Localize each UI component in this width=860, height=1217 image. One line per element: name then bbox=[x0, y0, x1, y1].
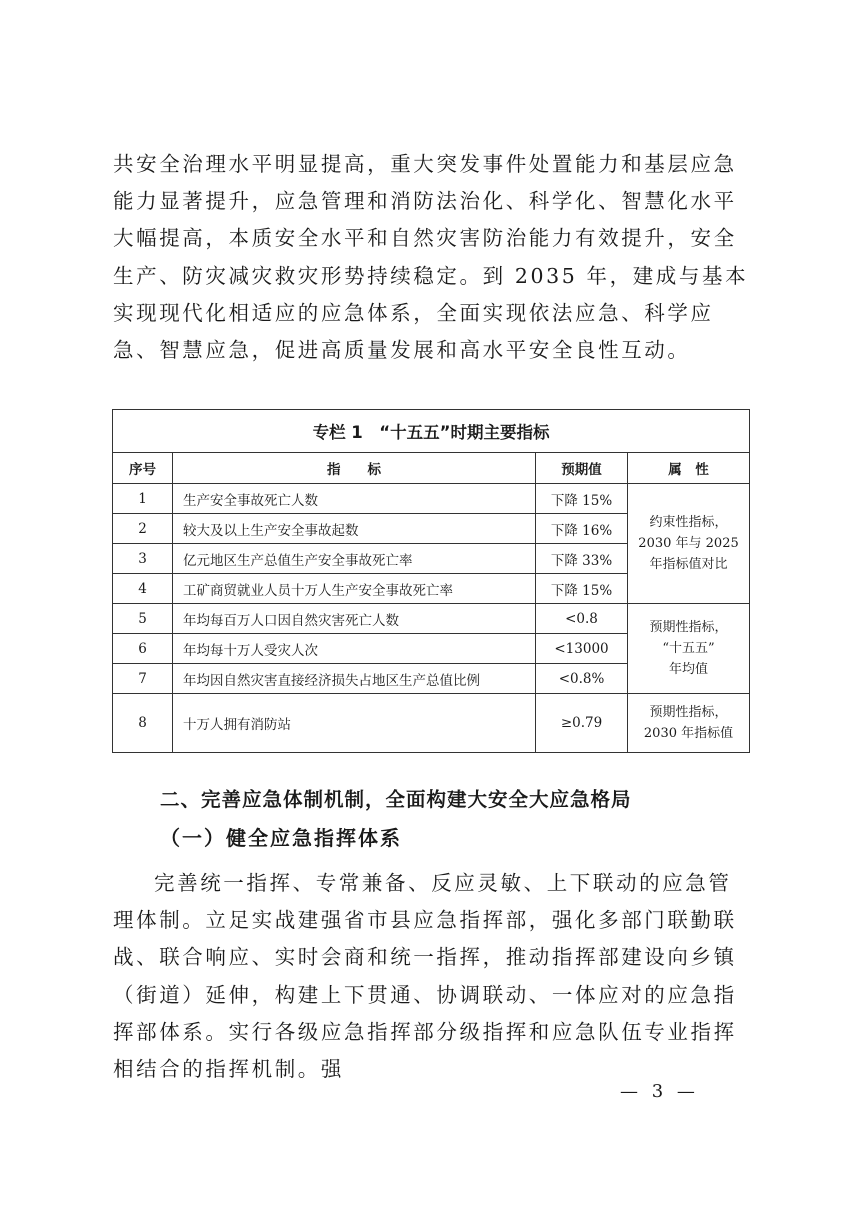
row-indicator: 生产安全事故死亡人数 bbox=[173, 484, 536, 514]
attribute-cell bbox=[628, 484, 750, 604]
row-indicator: 较大及以上生产安全事故起数 bbox=[173, 514, 536, 544]
row-expected: 下降 16% bbox=[536, 514, 628, 544]
attribute-line: 年指标值对比 bbox=[649, 557, 728, 572]
table-row bbox=[113, 484, 750, 514]
section-heading: 二、完善应急体制机制，全面构建大安全大应急格局 bbox=[160, 788, 632, 811]
row-no: 8 bbox=[113, 694, 173, 753]
row-no: 6 bbox=[113, 634, 173, 664]
row-expected: <0.8% bbox=[536, 664, 628, 694]
row-no: 1 bbox=[113, 484, 173, 514]
attribute-line: 预期性指标， bbox=[649, 705, 728, 720]
row-no: 5 bbox=[113, 604, 173, 634]
header-expected: 预期值 bbox=[536, 453, 628, 484]
attribute-cell bbox=[628, 694, 750, 753]
row-no: 3 bbox=[113, 544, 173, 574]
table-header-row bbox=[113, 453, 750, 484]
table-row bbox=[113, 604, 750, 634]
paragraph-top bbox=[113, 146, 749, 369]
attribute-cell bbox=[628, 604, 750, 694]
paragraph-text: 完善统一指挥、专常兼备、反应灵敏、上下联动的应急管理体制。立足实战建强省市县应急指挥部，强化多部门联勤联战、联合响应、实时会商和统一指挥，推动指挥部建设向乡镇（街道）延伸，构建上下贯通、协调联动、一体应对的应急指挥部体系。实行各级应急指挥部分级指挥和应急队伍专业指挥相结合的指挥机制。强 bbox=[113, 871, 737, 1082]
table-title: 专栏 1 “十五五”时期主要指标 bbox=[113, 410, 750, 453]
attribute-line: 2030 年与 2025 bbox=[638, 536, 739, 551]
attribute-line: 约束性指标， bbox=[649, 515, 728, 530]
row-expected: 下降 15% bbox=[536, 484, 628, 514]
attribute-line: 预期性指标， bbox=[649, 620, 728, 635]
row-indicator: 年均每十万人受灾人次 bbox=[173, 634, 536, 664]
row-expected: 下降 33% bbox=[536, 544, 628, 574]
attribute-line: 2030 年指标值 bbox=[643, 726, 734, 741]
row-indicator: 年均因自然灾害直接经济损失占地区生产总值比例 bbox=[173, 664, 536, 694]
page-number: — 3 — bbox=[620, 1081, 699, 1102]
row-indicator: 年均每百万人口因自然灾害死亡人数 bbox=[173, 604, 536, 634]
row-indicator: 亿元地区生产总值生产安全事故死亡率 bbox=[173, 544, 536, 574]
header-indicator: 指 标 bbox=[173, 453, 536, 484]
table-row bbox=[113, 694, 750, 753]
header-attribute: 属 性 bbox=[628, 453, 750, 484]
row-no: 7 bbox=[113, 664, 173, 694]
row-indicator: 工矿商贸就业人员十万人生产安全事故死亡率 bbox=[173, 574, 536, 604]
paragraph-text: 共安全治理水平明显提高，重大突发事件处置能力和基层应急能力显著提升，应急管理和消防法治化、科学化、智慧化水平大幅提高，本质安全水平和自然灾害防治能力有效提升，安全生产、防灾减灾救灾形势持续稳定。到 2035 年，建成与基本实现现代化相适应的应急体系，全面实现依法应急、科学应急、智慧应急，促进高质量发展和高水平安全良性互动。 bbox=[113, 152, 749, 363]
paragraph-bottom bbox=[113, 865, 749, 1088]
row-no: 2 bbox=[113, 514, 173, 544]
row-no: 4 bbox=[113, 574, 173, 604]
subsection-heading: （一）健全应急指挥体系 bbox=[160, 826, 402, 850]
header-no: 序号 bbox=[113, 453, 173, 484]
indicator-table bbox=[112, 409, 750, 753]
row-expected: <13000 bbox=[536, 634, 628, 664]
row-expected: ≥0.79 bbox=[536, 694, 628, 753]
row-indicator: 十万人拥有消防站 bbox=[173, 694, 536, 753]
row-expected: <0.8 bbox=[536, 604, 628, 634]
row-expected: 下降 15% bbox=[536, 574, 628, 604]
attribute-line: 年均值 bbox=[669, 662, 709, 677]
attribute-line: “十五五” bbox=[662, 641, 715, 656]
